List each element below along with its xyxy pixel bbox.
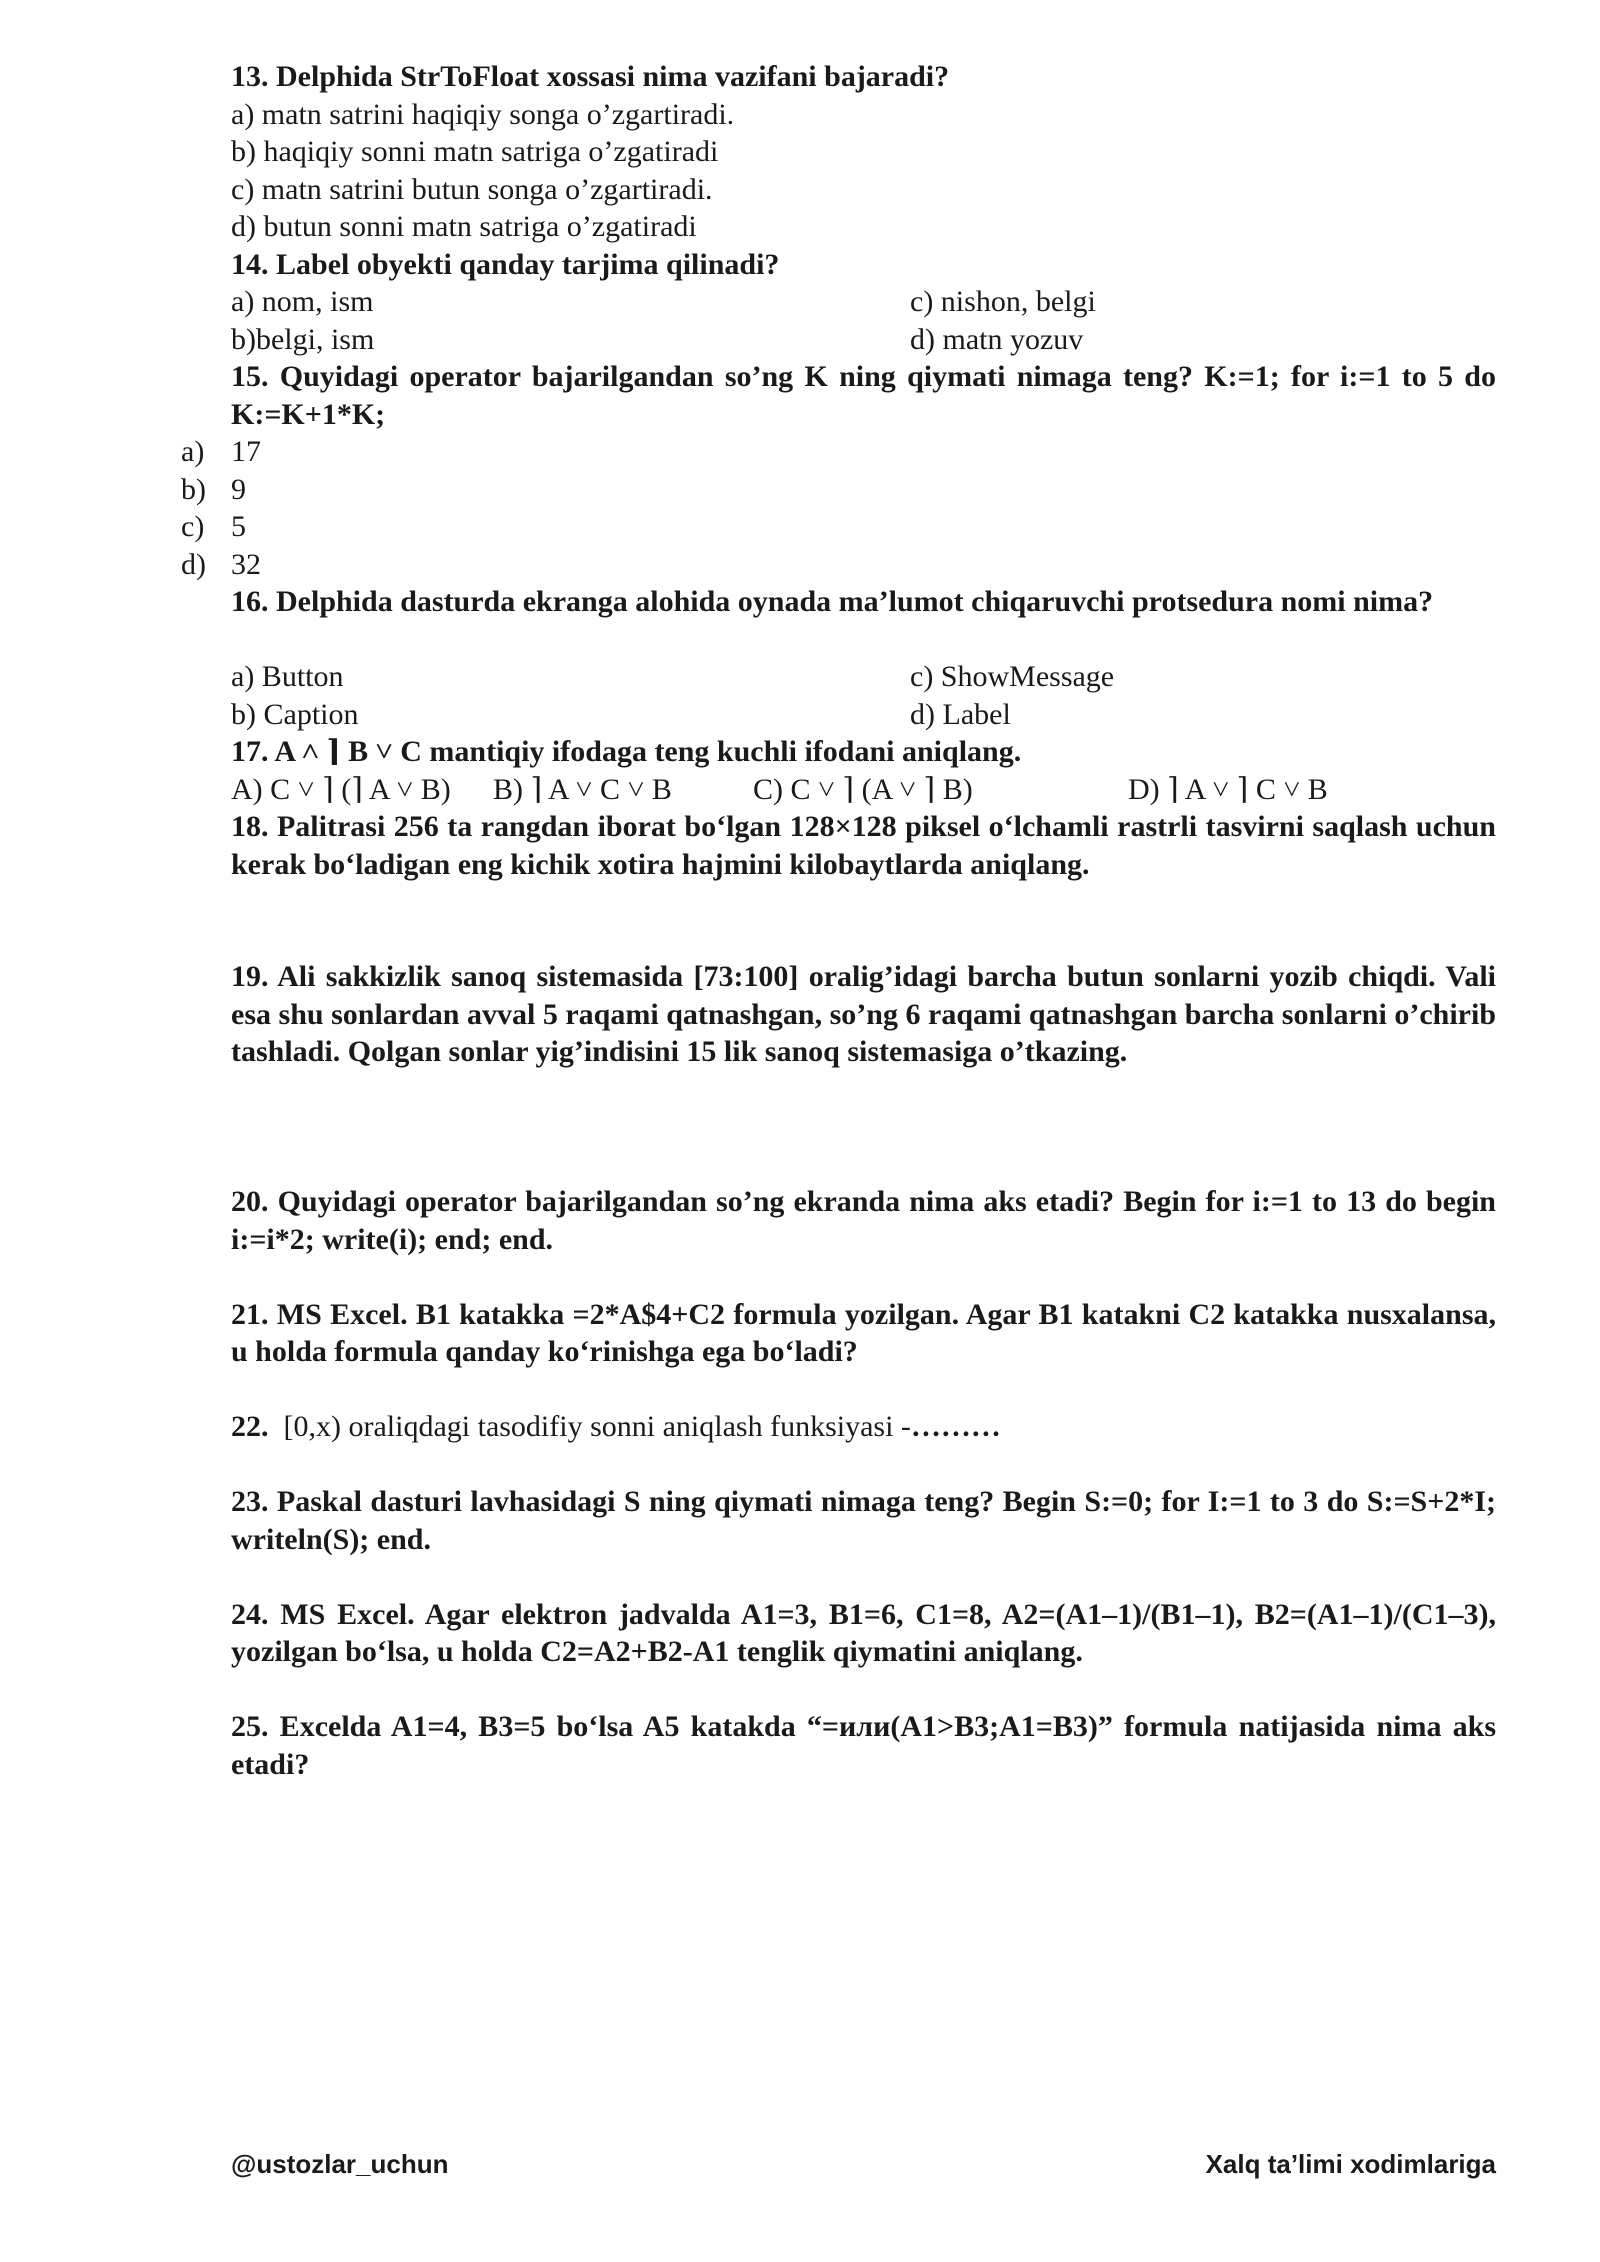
question-14-option-b: b)belgi, ism bbox=[231, 322, 375, 356]
question-14-title: 14. Label obyekti qanday tarjima qilinadi? bbox=[231, 247, 780, 281]
question-22-number: 22. bbox=[231, 1410, 269, 1443]
question-18: 18. Palitrasi 256 ta rangdan iborat bo‘lgan 128×128 piksel o‘lchamli rastrli tasvirni saqlash uchun kerak bo‘ladigan eng kichik xotira hajmini kilobaytlarda aniqlang. bbox=[231, 810, 1496, 881]
question-23: 23. Paskal dasturi lavhasidagi S ning qiymati nimaga teng? Begin S:=0; for I:=1 to 3 do S:=S+2*I; writeln(S); end. bbox=[231, 1485, 1496, 1556]
option-marker: c) bbox=[181, 510, 205, 543]
question-15-option-c bbox=[181, 508, 246, 546]
question-13-option-b: b) haqiqiy sonni matn satriga o’zgatiradi bbox=[231, 135, 719, 168]
option-marker: b) bbox=[181, 472, 206, 506]
question-16-option-b: b) Caption bbox=[231, 697, 359, 731]
question-25: 25. Excelda A1=4, B3=5 bo‘lsa A5 katakda “=или(A1>B3;A1=B3)” formula natijasida nima aks etadi? bbox=[231, 1710, 1496, 1781]
question-17-option-b: B) ⌉ A ˅ C ˅ B bbox=[493, 772, 672, 806]
question-22-text: [0,x) oraliqdagi tasodifiy sonni aniqlash funksiyasi - bbox=[283, 1410, 911, 1443]
option-text: 5 bbox=[231, 510, 246, 543]
question-14-option-a: a) nom, ism bbox=[231, 285, 374, 318]
question-17-option-c: C) C ˅ ⌉ (A ˅ ⌉ B) bbox=[753, 772, 973, 806]
question-13-option-c: c) matn satrini butun songa o’zgartiradi. bbox=[231, 172, 713, 206]
question-16-title: 16. Delphida dasturda ekranga alohida oynada ma’lumot chiqaruvchi protsedura nomi nima? bbox=[231, 585, 1434, 618]
question-13-option-d: d) butun sonni matn satriga o’zgatiradi bbox=[231, 210, 697, 243]
option-text: 17 bbox=[231, 435, 261, 468]
question-17-option-a: A) C ˅ ⌉ (⌉ A ˅ B) bbox=[231, 772, 451, 806]
question-19: 19. Ali sakkizlik sanoq sistemasida [73:100] oralig’idagi barcha butun sonlarni yozib chiqdi. Vali esa shu sonlardan avval 5 raqami qatnashgan, so’ng 6 raqami qatnashgan barcha sonlarni o’chirib tashladi. Qolgan sonlar yig’indisini 15 lik sanoq sistemasiga o’tkazing. bbox=[231, 960, 1496, 1068]
question-16-option-a: a) Button bbox=[231, 660, 344, 693]
question-13-option-a: a) matn satrini haqiqiy songa o’zgartiradi. bbox=[231, 97, 735, 131]
option-text: 32 bbox=[231, 547, 261, 581]
question-20: 20. Quyidagi operator bajarilgandan so’ng ekranda nima aks etadi? Begin for i:=1 to 13 do begin i:=i*2; write(i); end; end. bbox=[231, 1185, 1496, 1256]
question-24: 24. MS Excel. Agar elektron jadvalda A1=3, B1=6, C1=8, A2=(A1–1)/(B1–1), B2=(A1–1)/(C1–3), yozilgan bo‘lsa, u holda C2=A2+B2-A1 tenglik qiymatini aniqlang. bbox=[231, 1597, 1496, 1668]
question-15-option-a bbox=[181, 433, 261, 471]
footer-left-handle: @ustozlar_uchun bbox=[231, 2149, 449, 2179]
question-17-option-d: D) ⌉ A ˅ ⌉ C ˅ B bbox=[1128, 772, 1328, 806]
question-13-title: 13. Delphida StrToFloat xossasi nima vazifani bajaradi? bbox=[231, 60, 950, 93]
question-15-option-b bbox=[181, 471, 246, 509]
question-17-title: 17. A ˄ ⌉ B ˅ C mantiqiy ifodaga teng kuchli ifodani aniqlang. bbox=[231, 735, 1022, 768]
question-16-option-c: c) ShowMessage bbox=[910, 660, 1115, 693]
question-14-option-c: c) nishon, belgi bbox=[910, 285, 1096, 318]
option-marker: a) bbox=[181, 435, 205, 468]
option-marker: d) bbox=[181, 547, 206, 581]
question-22 bbox=[231, 1408, 1496, 1446]
question-15-option-d bbox=[181, 546, 261, 584]
question-14-option-d: d) matn yozuv bbox=[910, 322, 1084, 356]
question-21: 21. MS Excel. B1 katakka =2*A$4+C2 formula yozilgan. Agar B1 katakni C2 katakka nusxalansa, u holda formula qanday ko‘rinishga ega bo‘ladi? bbox=[231, 1297, 1496, 1368]
option-text: 9 bbox=[231, 472, 246, 506]
footer-right-text: Xalq ta’limi xodimlariga bbox=[1205, 2149, 1496, 2179]
question-22-blank: ……… bbox=[910, 1410, 1001, 1443]
question-16-option-d: d) Label bbox=[910, 697, 1011, 731]
question-15-title: 15. Quyidagi operator bajarilgandan so’ng K ning qiymati nimaga teng? K:=1; for i:=1 to 5 do K:=K+1*K; bbox=[231, 360, 1496, 431]
